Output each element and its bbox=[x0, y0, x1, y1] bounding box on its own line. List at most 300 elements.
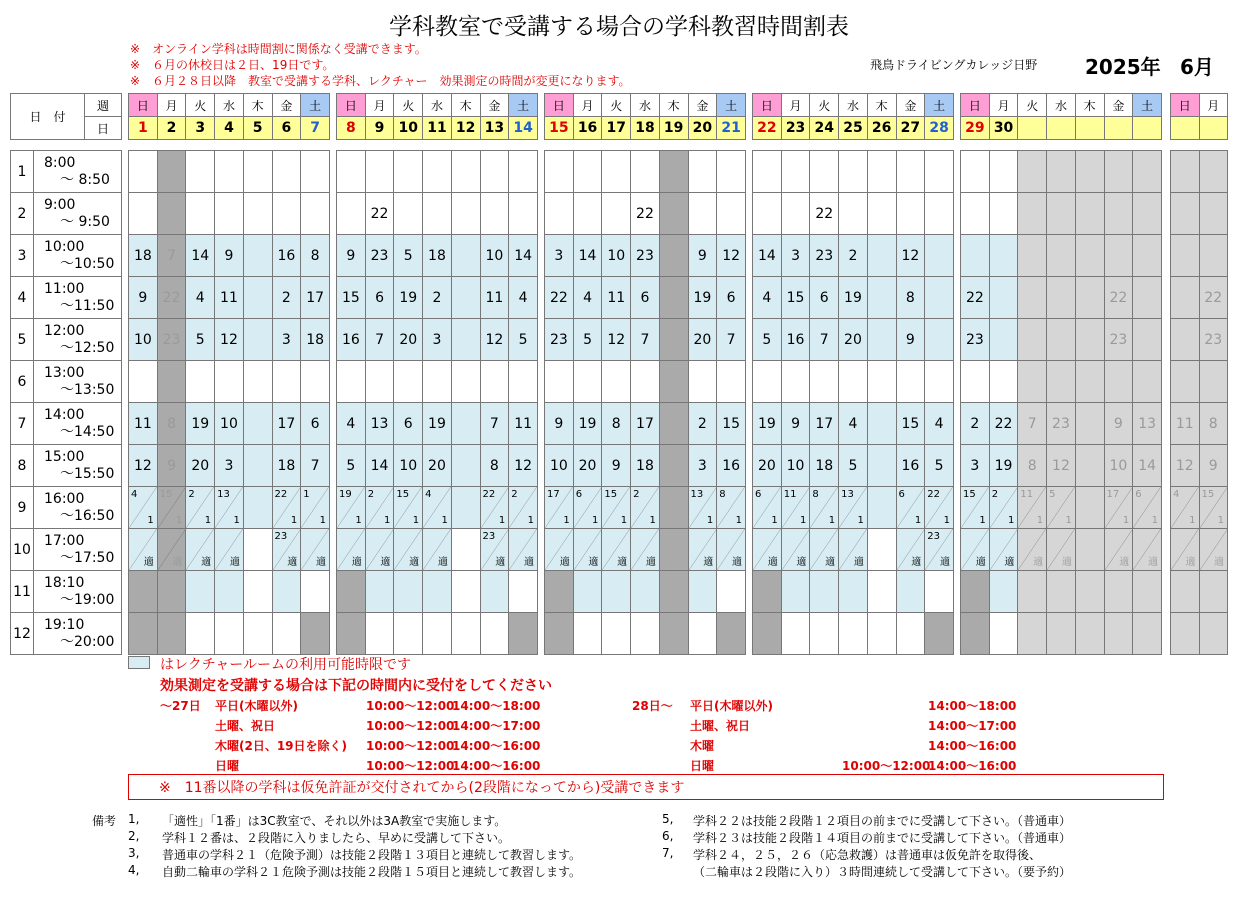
slot-2-12-5 bbox=[688, 613, 717, 655]
split-cell: 22 1 bbox=[481, 487, 509, 528]
slot-2-6-1 bbox=[573, 361, 602, 403]
slot-2-11-2 bbox=[602, 571, 631, 613]
slot-1-12-0 bbox=[337, 613, 366, 655]
lesson-number: 14 bbox=[191, 247, 210, 264]
weekday-0-5: 金 bbox=[272, 94, 301, 117]
split-cell: 2 1 bbox=[990, 487, 1018, 528]
slot-2-11-4 bbox=[659, 571, 688, 613]
remark-num: 1, bbox=[128, 812, 140, 826]
lesson-number: 3 bbox=[791, 247, 801, 264]
slot-3-1-6 bbox=[925, 151, 954, 193]
lesson-number: 10 bbox=[1109, 457, 1128, 474]
slot-2-12-4 bbox=[659, 613, 688, 655]
slot-2-5-5 bbox=[688, 319, 717, 361]
slot-3-4-3 bbox=[839, 277, 868, 319]
lesson-number: 9 bbox=[611, 457, 621, 474]
slot-3-10-4 bbox=[867, 529, 896, 571]
slot-3-11-3 bbox=[839, 571, 868, 613]
period-number: 9 bbox=[11, 487, 34, 529]
slot-4-7-6 bbox=[1133, 403, 1162, 445]
lesson-number: 13 bbox=[370, 415, 389, 432]
slot-4-6-2 bbox=[1018, 361, 1047, 403]
slot-3-7-2 bbox=[810, 403, 839, 445]
slot-1-2-6 bbox=[509, 193, 538, 235]
slot-4-1-3 bbox=[1047, 151, 1076, 193]
slot-3-11-4 bbox=[867, 571, 896, 613]
lesson-number: 7 bbox=[167, 247, 177, 264]
slot-0-10-3 bbox=[215, 529, 244, 571]
weekday-0-0: 日 bbox=[129, 94, 158, 117]
slot-3-8-0 bbox=[753, 445, 782, 487]
date-4-1: 30 bbox=[989, 117, 1018, 140]
slot-2-6-5 bbox=[688, 361, 717, 403]
slot-1-6-0 bbox=[337, 361, 366, 403]
before-row-t1: 10:00～12:00 bbox=[366, 759, 455, 773]
before-row-label: 日曜 bbox=[215, 759, 240, 773]
slot-1-8-0 bbox=[337, 445, 366, 487]
slot-4-11-6 bbox=[1133, 571, 1162, 613]
lesson-number: 11 bbox=[485, 289, 504, 306]
lesson-number: 5 bbox=[346, 457, 356, 474]
split-cell: 11 1 bbox=[1018, 487, 1046, 528]
slot-4-3-1 bbox=[989, 235, 1018, 277]
slot-4-11-2 bbox=[1018, 571, 1047, 613]
slot-4-6-4 bbox=[1075, 361, 1104, 403]
slot-2-8-0 bbox=[545, 445, 574, 487]
lesson-number: 9 bbox=[697, 247, 707, 264]
year-label: 2025年 bbox=[1085, 55, 1161, 79]
slot-4-2-2 bbox=[1018, 193, 1047, 235]
week-grid-3 bbox=[752, 150, 954, 655]
slot-4-5-3 bbox=[1047, 319, 1076, 361]
slot-0-12-3 bbox=[215, 613, 244, 655]
day-label: 日 bbox=[85, 117, 122, 140]
slot-1-5-4 bbox=[451, 319, 480, 361]
tekisei-cell: 適 bbox=[545, 529, 573, 570]
slot-2-11-3 bbox=[631, 571, 660, 613]
period-time: 8:00 ～ 8:50 bbox=[34, 151, 122, 193]
slot-0-11-2 bbox=[186, 571, 215, 613]
slot-1-7-4 bbox=[451, 403, 480, 445]
slot-3-10-0 bbox=[753, 529, 782, 571]
slot-3-1-0 bbox=[753, 151, 782, 193]
slot-4-11-0 bbox=[961, 571, 990, 613]
slot-2-1-5 bbox=[688, 151, 717, 193]
date-5-1 bbox=[1199, 117, 1228, 140]
split-cell: 5 1 bbox=[1047, 487, 1075, 528]
slot-4-4-5 bbox=[1104, 277, 1133, 319]
tekisei-cell: 適 bbox=[1047, 529, 1075, 570]
slot-4-7-5 bbox=[1104, 403, 1133, 445]
lesson-number: 4 bbox=[195, 289, 205, 306]
slot-1-3-1 bbox=[365, 235, 394, 277]
slot-4-5-4 bbox=[1075, 319, 1104, 361]
slot-0-11-1 bbox=[157, 571, 186, 613]
weekday-0-6: 土 bbox=[301, 94, 330, 117]
slot-1-2-5 bbox=[480, 193, 509, 235]
slot-3-4-2 bbox=[810, 277, 839, 319]
slot-3-4-4 bbox=[867, 277, 896, 319]
slot-3-7-5 bbox=[896, 403, 925, 445]
slot-0-5-6 bbox=[301, 319, 330, 361]
slot-2-1-0 bbox=[545, 151, 574, 193]
tekisei-cell: 適 bbox=[129, 529, 157, 570]
lesson-number: 4 bbox=[583, 289, 593, 306]
slot-3-3-3 bbox=[839, 235, 868, 277]
date-0-3: 4 bbox=[215, 117, 244, 140]
split-cell: 2 1 bbox=[186, 487, 214, 528]
weekday-4-4: 木 bbox=[1075, 94, 1104, 117]
lesson-number: 8 bbox=[167, 415, 177, 432]
tekisei-cell: 適 bbox=[186, 529, 214, 570]
slot-2-2-3 bbox=[631, 193, 660, 235]
lesson-number: 17 bbox=[636, 415, 654, 432]
slot-1-9-4 bbox=[451, 487, 480, 529]
note-change: ※ ６月２８日以降 教室で受講する学科、レクチャー 効果測定の時間が変更になります。 bbox=[130, 74, 631, 88]
date-1-5: 13 bbox=[480, 117, 509, 140]
week-grid-2 bbox=[544, 150, 746, 655]
slot-0-11-4 bbox=[243, 571, 272, 613]
tekisei-cell: 適 bbox=[782, 529, 810, 570]
slot-3-2-0 bbox=[753, 193, 782, 235]
slot-4-10-1 bbox=[989, 529, 1018, 571]
tekisei-cell: 適 bbox=[810, 529, 838, 570]
slot-0-3-1 bbox=[157, 235, 186, 277]
slot-3-8-2 bbox=[810, 445, 839, 487]
slot-3-7-0 bbox=[753, 403, 782, 445]
weekday-3-4: 木 bbox=[867, 94, 896, 117]
slot-1-7-2 bbox=[394, 403, 423, 445]
lesson-number: 2 bbox=[281, 289, 291, 306]
lecture-legend-text: はレクチャールームの利用可能時限です bbox=[160, 657, 412, 673]
slot-2-7-5 bbox=[688, 403, 717, 445]
weekday-0-4: 木 bbox=[243, 94, 272, 117]
slot-1-11-0 bbox=[337, 571, 366, 613]
slot-2-3-3 bbox=[631, 235, 660, 277]
lesson-number: 10 bbox=[133, 331, 152, 348]
remark-text: 普通車の学科２１（危険予測）は技能２段階１３項目と連続して教習します。 bbox=[162, 848, 582, 862]
slot-0-3-0 bbox=[129, 235, 158, 277]
after-row-label: 土曜、祝日 bbox=[690, 719, 751, 733]
lesson-number: 5 bbox=[518, 331, 528, 348]
slot-4-8-5 bbox=[1104, 445, 1133, 487]
split-cell: 15 1 bbox=[1200, 487, 1228, 528]
slot-1-3-4 bbox=[451, 235, 480, 277]
slot-3-5-0 bbox=[753, 319, 782, 361]
slot-0-1-2 bbox=[186, 151, 215, 193]
lesson-number: 10 bbox=[786, 457, 805, 474]
lesson-number: 19 bbox=[399, 289, 418, 306]
weekday-2-0: 日 bbox=[545, 94, 574, 117]
date-4-5 bbox=[1104, 117, 1133, 140]
weekday-2-5: 金 bbox=[688, 94, 717, 117]
slot-2-12-3 bbox=[631, 613, 660, 655]
slot-2-4-4 bbox=[659, 277, 688, 319]
weekday-2-1: 月 bbox=[573, 94, 602, 117]
slot-4-9-2 bbox=[1018, 487, 1047, 529]
slot-2-4-0 bbox=[545, 277, 574, 319]
week-grid-5 bbox=[1170, 150, 1228, 655]
weekday-3-1: 月 bbox=[781, 94, 810, 117]
lesson-number: 9 bbox=[224, 247, 234, 264]
slot-5-2-1 bbox=[1199, 193, 1228, 235]
lesson-number: 15 bbox=[722, 415, 741, 432]
slot-2-4-5 bbox=[688, 277, 717, 319]
slot-4-10-2 bbox=[1018, 529, 1047, 571]
slot-4-10-5 bbox=[1104, 529, 1133, 571]
tekisei-cell: 適 bbox=[423, 529, 451, 570]
lesson-number: 17 bbox=[815, 415, 834, 432]
split-cell: 15 1 bbox=[602, 487, 630, 528]
slot-0-2-5 bbox=[272, 193, 301, 235]
slot-0-8-4 bbox=[243, 445, 272, 487]
slot-5-9-1 bbox=[1199, 487, 1228, 529]
slot-0-6-5 bbox=[272, 361, 301, 403]
split-cell: 6 1 bbox=[1133, 487, 1161, 528]
lesson-number: 23 bbox=[965, 331, 984, 348]
slot-2-5-6 bbox=[717, 319, 746, 361]
period-time: 14:00 ～14:50 bbox=[34, 403, 122, 445]
split-cell: 22 1 bbox=[273, 487, 301, 528]
slot-0-7-0 bbox=[129, 403, 158, 445]
slot-0-8-6 bbox=[301, 445, 330, 487]
lesson-number: 19 bbox=[191, 415, 210, 432]
split-cell: 2 1 bbox=[366, 487, 394, 528]
measure-title: 効果測定を受講する場合は下記の時間内に受付をしてください bbox=[160, 678, 552, 694]
lesson-number: 18 bbox=[133, 247, 152, 264]
slot-4-1-0 bbox=[961, 151, 990, 193]
lesson-number: 12 bbox=[1052, 457, 1070, 474]
slot-4-11-5 bbox=[1104, 571, 1133, 613]
slot-4-10-3 bbox=[1047, 529, 1076, 571]
lesson-number: 23 bbox=[162, 331, 181, 348]
tekisei-cell: 23 適 bbox=[481, 529, 509, 570]
date-label: 日 付 bbox=[11, 94, 85, 140]
slot-3-4-6 bbox=[925, 277, 954, 319]
lesson-number: 16 bbox=[277, 247, 296, 264]
slot-1-1-1 bbox=[365, 151, 394, 193]
lesson-number: 17 bbox=[277, 415, 296, 432]
week-header-3 bbox=[752, 93, 954, 140]
slot-3-11-6 bbox=[925, 571, 954, 613]
weekday-4-0: 日 bbox=[961, 94, 990, 117]
slot-4-12-5 bbox=[1104, 613, 1133, 655]
lesson-number: 18 bbox=[636, 457, 654, 474]
slot-3-12-1 bbox=[781, 613, 810, 655]
slot-1-7-1 bbox=[365, 403, 394, 445]
lesson-number: 12 bbox=[1175, 457, 1194, 474]
weekday-2-4: 木 bbox=[659, 94, 688, 117]
lesson-number: 2 bbox=[970, 415, 980, 432]
period-number: 2 bbox=[11, 193, 34, 235]
lesson-number: 9 bbox=[1208, 457, 1218, 474]
lesson-number: 14 bbox=[578, 247, 597, 264]
period-number: 11 bbox=[11, 571, 34, 613]
lesson-number: 12 bbox=[514, 457, 533, 474]
slot-2-10-0 bbox=[545, 529, 574, 571]
tekisei-cell: 適 bbox=[1018, 529, 1046, 570]
lesson-number: 23 bbox=[815, 247, 834, 264]
lesson-number: 10 bbox=[220, 415, 238, 432]
slot-4-10-0 bbox=[961, 529, 990, 571]
slot-1-1-2 bbox=[394, 151, 423, 193]
slot-2-1-3 bbox=[631, 151, 660, 193]
slot-0-12-5 bbox=[272, 613, 301, 655]
split-cell: 13 1 bbox=[839, 487, 867, 528]
slot-4-1-1 bbox=[989, 151, 1018, 193]
date-0-5: 6 bbox=[272, 117, 301, 140]
period-time: 15:00 ～15:50 bbox=[34, 445, 122, 487]
lesson-number: 22 bbox=[1204, 289, 1223, 306]
tekisei-cell: 適 bbox=[689, 529, 717, 570]
date-1-1: 9 bbox=[365, 117, 394, 140]
slot-3-10-2 bbox=[810, 529, 839, 571]
lesson-number: 10 bbox=[549, 457, 568, 474]
date-2-5: 20 bbox=[688, 117, 717, 140]
slot-4-12-4 bbox=[1075, 613, 1104, 655]
slot-5-2-0 bbox=[1171, 193, 1200, 235]
lesson-number: 7 bbox=[640, 331, 650, 348]
weekday-5-0: 日 bbox=[1171, 94, 1200, 117]
slot-2-7-6 bbox=[717, 403, 746, 445]
slot-4-6-6 bbox=[1133, 361, 1162, 403]
before-row-t2: 14:00～16:00 bbox=[452, 739, 541, 753]
tekisei-cell: 23 適 bbox=[925, 529, 953, 570]
lesson-number: 11 bbox=[133, 415, 152, 432]
slot-2-2-5 bbox=[688, 193, 717, 235]
slot-1-11-6 bbox=[509, 571, 538, 613]
date-3-4: 26 bbox=[867, 117, 896, 140]
after-row-label: 日曜 bbox=[690, 759, 715, 773]
slot-3-10-6 bbox=[925, 529, 954, 571]
slot-3-1-2 bbox=[810, 151, 839, 193]
before-row-t2: 14:00～17:00 bbox=[452, 719, 541, 733]
slot-0-7-2 bbox=[186, 403, 215, 445]
split-cell: 6 1 bbox=[574, 487, 602, 528]
slot-3-2-4 bbox=[867, 193, 896, 235]
slot-3-6-1 bbox=[781, 361, 810, 403]
slot-5-3-1 bbox=[1199, 235, 1228, 277]
slot-0-6-3 bbox=[215, 361, 244, 403]
period-time: 19:10 ～20:00 bbox=[34, 613, 122, 655]
tekisei-cell: 適 bbox=[1200, 529, 1228, 570]
slot-4-11-4 bbox=[1075, 571, 1104, 613]
slot-0-5-3 bbox=[215, 319, 244, 361]
slot-0-11-0 bbox=[129, 571, 158, 613]
lesson-number: 14 bbox=[514, 247, 533, 264]
tekisei-cell: 適 bbox=[215, 529, 243, 570]
date-1-0: 8 bbox=[337, 117, 366, 140]
date-2-3: 18 bbox=[631, 117, 660, 140]
period-time: 16:00 ～16:50 bbox=[34, 487, 122, 529]
slot-2-8-1 bbox=[573, 445, 602, 487]
slot-1-10-6 bbox=[509, 529, 538, 571]
slot-2-6-2 bbox=[602, 361, 631, 403]
slot-4-3-6 bbox=[1133, 235, 1162, 277]
week-grid-0 bbox=[128, 150, 330, 655]
slot-4-5-2 bbox=[1018, 319, 1047, 361]
slot-4-7-3 bbox=[1047, 403, 1076, 445]
slot-1-12-5 bbox=[480, 613, 509, 655]
date-label-block bbox=[10, 93, 122, 140]
lesson-number: 16 bbox=[341, 331, 360, 348]
slot-1-4-4 bbox=[451, 277, 480, 319]
slot-2-8-3 bbox=[631, 445, 660, 487]
slot-1-11-1 bbox=[365, 571, 394, 613]
lesson-number: 9 bbox=[554, 415, 564, 432]
slot-0-7-3 bbox=[215, 403, 244, 445]
note-holiday: ※ ６月の休校日は２日、19日です。 bbox=[130, 58, 335, 72]
slot-2-8-5 bbox=[688, 445, 717, 487]
slot-2-11-6 bbox=[717, 571, 746, 613]
slot-4-8-6 bbox=[1133, 445, 1162, 487]
slot-3-2-2 bbox=[810, 193, 839, 235]
slot-0-8-1 bbox=[157, 445, 186, 487]
lesson-number: 8 bbox=[310, 247, 320, 264]
slot-0-6-0 bbox=[129, 361, 158, 403]
slot-2-8-6 bbox=[717, 445, 746, 487]
split-cell: 15 1 bbox=[158, 487, 186, 528]
slot-4-9-5 bbox=[1104, 487, 1133, 529]
slot-0-7-5 bbox=[272, 403, 301, 445]
slot-4-2-0 bbox=[961, 193, 990, 235]
lesson-number: 5 bbox=[195, 331, 205, 348]
before-row-label: 土曜、祝日 bbox=[215, 719, 276, 733]
week-header-1 bbox=[336, 93, 538, 140]
date-4-2 bbox=[1018, 117, 1047, 140]
slot-1-8-4 bbox=[451, 445, 480, 487]
lesson-number: 22 bbox=[965, 289, 984, 306]
lesson-number: 12 bbox=[722, 247, 741, 264]
split-cell: 13 1 bbox=[215, 487, 243, 528]
lesson-number: 9 bbox=[167, 457, 177, 474]
lesson-number: 22 bbox=[636, 205, 654, 222]
week-header-4 bbox=[960, 93, 1162, 140]
slot-0-5-0 bbox=[129, 319, 158, 361]
slot-1-6-5 bbox=[480, 361, 509, 403]
slot-2-5-0 bbox=[545, 319, 574, 361]
slot-4-8-0 bbox=[961, 445, 990, 487]
weekday-1-3: 水 bbox=[423, 94, 452, 117]
slot-2-3-4 bbox=[659, 235, 688, 277]
slot-1-9-2 bbox=[394, 487, 423, 529]
week-header-0 bbox=[128, 93, 330, 140]
slot-2-9-6 bbox=[717, 487, 746, 529]
slot-4-2-4 bbox=[1075, 193, 1104, 235]
date-3-1: 23 bbox=[781, 117, 810, 140]
split-cell: 8 1 bbox=[717, 487, 745, 528]
slot-0-9-1 bbox=[157, 487, 186, 529]
lesson-number: 12 bbox=[220, 331, 238, 348]
lesson-number: 14 bbox=[1138, 457, 1157, 474]
slot-0-1-4 bbox=[243, 151, 272, 193]
slot-2-9-5 bbox=[688, 487, 717, 529]
tekisei-cell: 適 bbox=[509, 529, 537, 570]
warning-box bbox=[128, 774, 1164, 800]
slot-1-9-3 bbox=[423, 487, 452, 529]
lesson-number: 9 bbox=[138, 289, 148, 306]
period-time: 12:00 ～12:50 bbox=[34, 319, 122, 361]
tekisei-cell: 適 bbox=[961, 529, 989, 570]
slot-4-8-3 bbox=[1047, 445, 1076, 487]
slot-0-1-0 bbox=[129, 151, 158, 193]
slot-3-5-6 bbox=[925, 319, 954, 361]
slot-1-4-6 bbox=[509, 277, 538, 319]
slot-1-10-1 bbox=[365, 529, 394, 571]
slot-2-3-2 bbox=[602, 235, 631, 277]
slot-4-1-5 bbox=[1104, 151, 1133, 193]
slot-2-3-1 bbox=[573, 235, 602, 277]
